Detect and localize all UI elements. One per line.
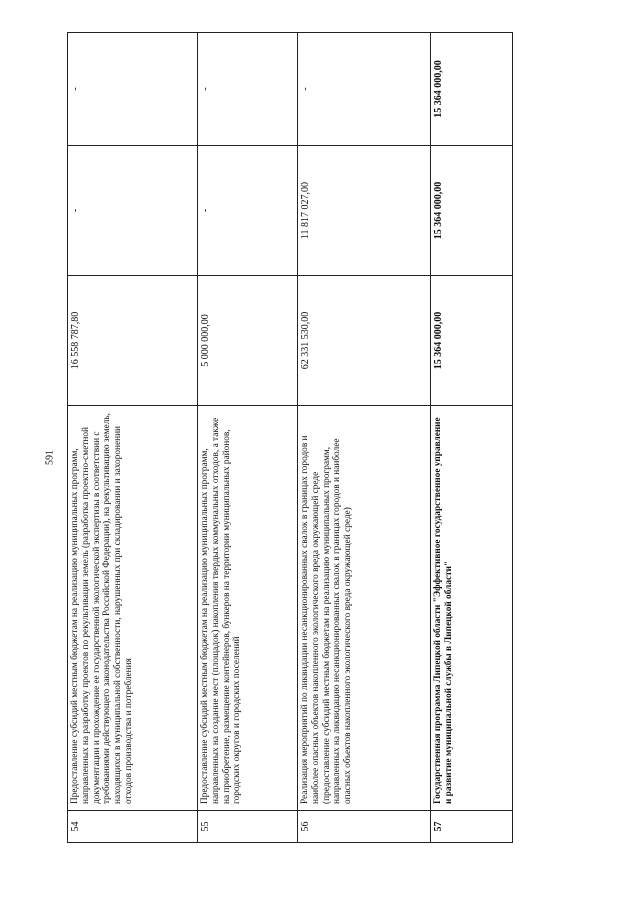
row-description: Предоставление субсидий местным бюджетам на реализацию муниципальных программ, направленных на создание мест (площадок) накопления твердых коммунальных отходов, а также на приобретение, размещение контейнеров, бункеров на территории муниципальных районов, городских округов и городских поселений <box>198 406 298 811</box>
row-value-3: - <box>198 33 298 146</box>
row-number: 54 <box>68 811 198 843</box>
budget-table <box>67 32 513 843</box>
row-value-3: - <box>68 33 198 146</box>
row-number: 55 <box>198 811 298 843</box>
row-value-1: 5 000 000,00 <box>198 276 298 406</box>
page-number: 591 <box>44 450 56 465</box>
row-value-1: 62 331 530,00 <box>298 276 431 406</box>
row-value-3: 15 364 000,00 <box>431 33 513 146</box>
row-number: 57 <box>431 811 513 843</box>
row-description: Государственная программа Липецкой области "Эффективное государственное управление и развитие муниципальной службы в Липецкой области" <box>431 406 513 811</box>
table-row <box>68 33 198 843</box>
table-row <box>198 33 298 843</box>
row-value-2: 11 817 027,00 <box>298 146 431 276</box>
row-value-1: 16 558 787,80 <box>68 276 198 406</box>
row-value-2: - <box>198 146 298 276</box>
row-value-2: 15 364 000,00 <box>431 146 513 276</box>
row-value-3: - <box>298 33 431 146</box>
row-number: 56 <box>298 811 431 843</box>
rotated-page-content <box>67 33 512 843</box>
table-row <box>431 33 513 843</box>
row-description: Предоставление субсидий местным бюджетам на реализацию муниципальных программ, направленных на разработку проектов по рекультивации земель (разработка проектно-сметной документации и прохождение ее государственной экологической экспертизы в соответствии с требованиями действующего законодательства Российской Федерации), на рекультивацию земель, находящихся в муниципальной собственности, нарушенных при складировании и захоронении отходов производства и потребления <box>68 406 198 811</box>
row-value-2: - <box>68 146 198 276</box>
row-value-1: 15 364 000,00 <box>431 276 513 406</box>
table-row <box>298 33 431 843</box>
row-description: Реализация мероприятий по ликвидации несанкционированных свалок в границах городов и наиболее опасных объектов накопленного экологического вреда окружающей среде (предоставление субсидий местным бюджетам на реализацию муниципальных программ, направленных на ликвидацию несанкционированных свалок в границах городов и наиболее опасных объектов накопленного экологического вреда окружающей среде) <box>298 406 431 811</box>
